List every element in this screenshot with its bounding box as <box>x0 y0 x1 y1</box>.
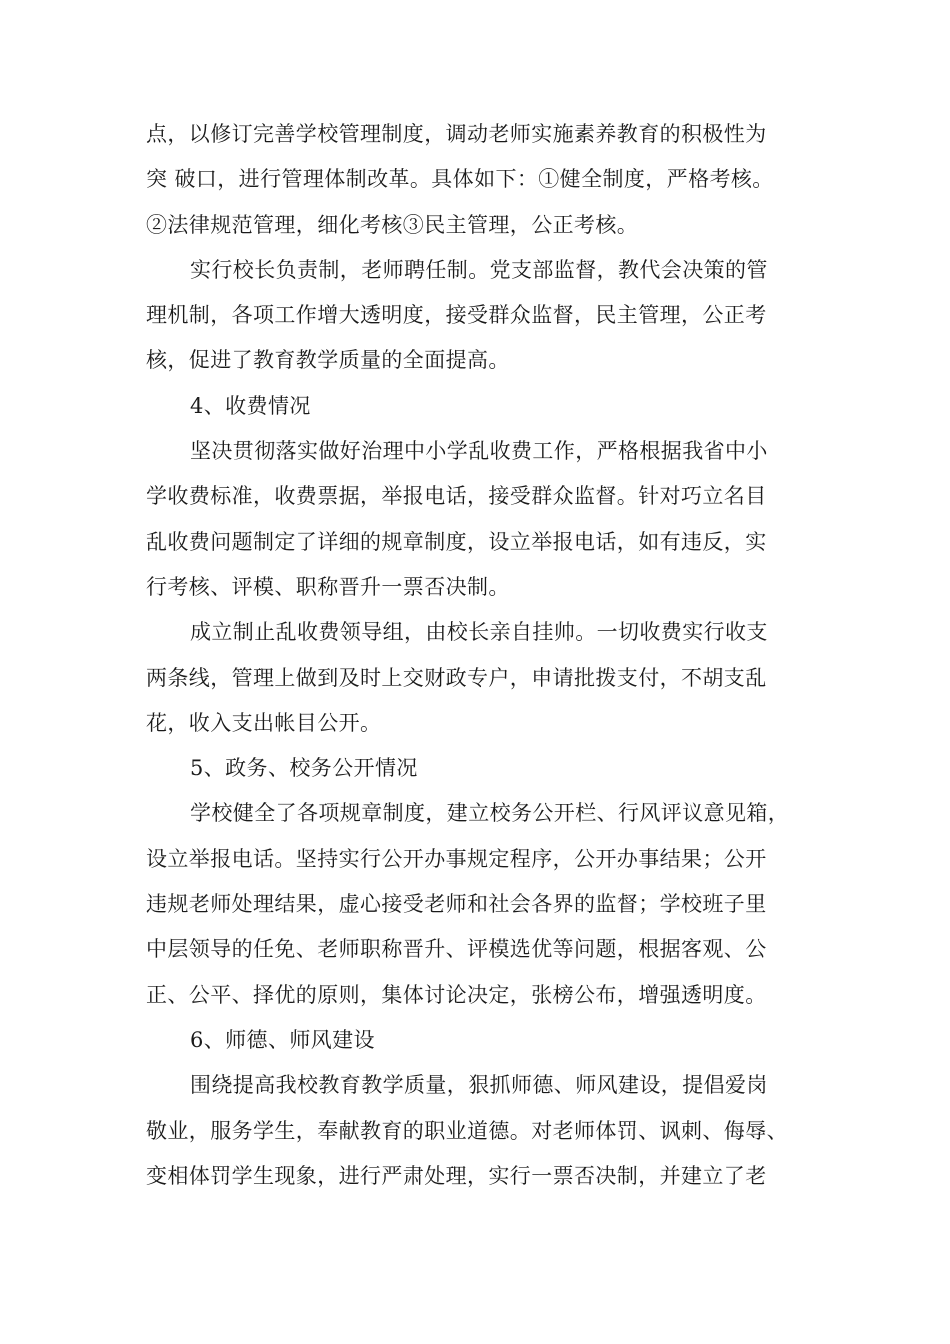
text-line: 花，收入支出帐目公开。 <box>146 710 382 735</box>
section-heading: 6、师德、师风建设 <box>190 1027 375 1052</box>
text-line: ②法律规范管理，细化考核③民主管理，公正考核。 <box>146 212 639 237</box>
text-line: 核，促进了教育教学质量的全面提高。 <box>146 348 510 373</box>
paragraph-first-line: 成立制止乱收费领导组，由校长亲自挂帅。一切收费实行收支 <box>190 620 768 645</box>
text-line: 敬业，服务学生，奉献教育的职业道德。对老师体罚、讽刺、侮辱、 <box>146 1118 788 1143</box>
section-heading: 4、收费情况 <box>190 393 311 418</box>
text-line: 突 破口，进行管理体制改革。具体如下：①健全制度，严格考核。 <box>146 167 774 192</box>
text-line: 学收费标准，收费票据，举报电话，接受群众监督。针对巧立名目 <box>146 484 767 509</box>
paragraph-first-line: 坚决贯彻落实做好治理中小学乱收费工作，严格根据我省中小 <box>190 439 768 464</box>
text-line: 设立举报电话。坚持实行公开办事规定程序，公开办事结果；公开 <box>146 846 767 871</box>
text-line: 乱收费问题制定了详细的规章制度，设立举报电话，如有违反，实 <box>146 529 767 554</box>
paragraph-first-line: 实行校长负责制，老师聘任制。党支部监督，教代会决策的管 <box>190 257 768 282</box>
text-line: 两条线，管理上做到及时上交财政专户，申请批拨支付，不胡支乱 <box>146 665 767 690</box>
text-line: 理机制，各项工作增大透明度，接受群众监督，民主管理，公正考 <box>146 303 767 328</box>
text-line: 违规老师处理结果，虚心接受老师和社会各界的监督；学校班子里 <box>146 892 767 917</box>
text-line: 行考核、评模、职称晋升一票否决制。 <box>146 574 510 599</box>
paragraph-first-line: 学校健全了各项规章制度，建立校务公开栏、行风评议意见箱， <box>190 801 790 826</box>
text-line: 变相体罚学生现象，进行严肃处理，实行一票否决制，并建立了老 <box>146 1163 767 1188</box>
document-body <box>146 112 806 1199</box>
text-line: 正、公平、择优的原则，集体讨论决定，张榜公布，增强透明度。 <box>146 982 767 1007</box>
paragraph-first-line: 围绕提高我校教育教学质量，狠抓师德、师风建设，提倡爱岗 <box>190 1073 768 1098</box>
section-heading: 5、政务、校务公开情况 <box>190 756 418 781</box>
text-line: 点，以修订完善学校管理制度，调动老师实施素养教育的积极性为 <box>146 122 767 146</box>
text-line: 中层领导的任免、老师职称晋升、评模选优等问题，根据客观、公 <box>146 937 767 962</box>
